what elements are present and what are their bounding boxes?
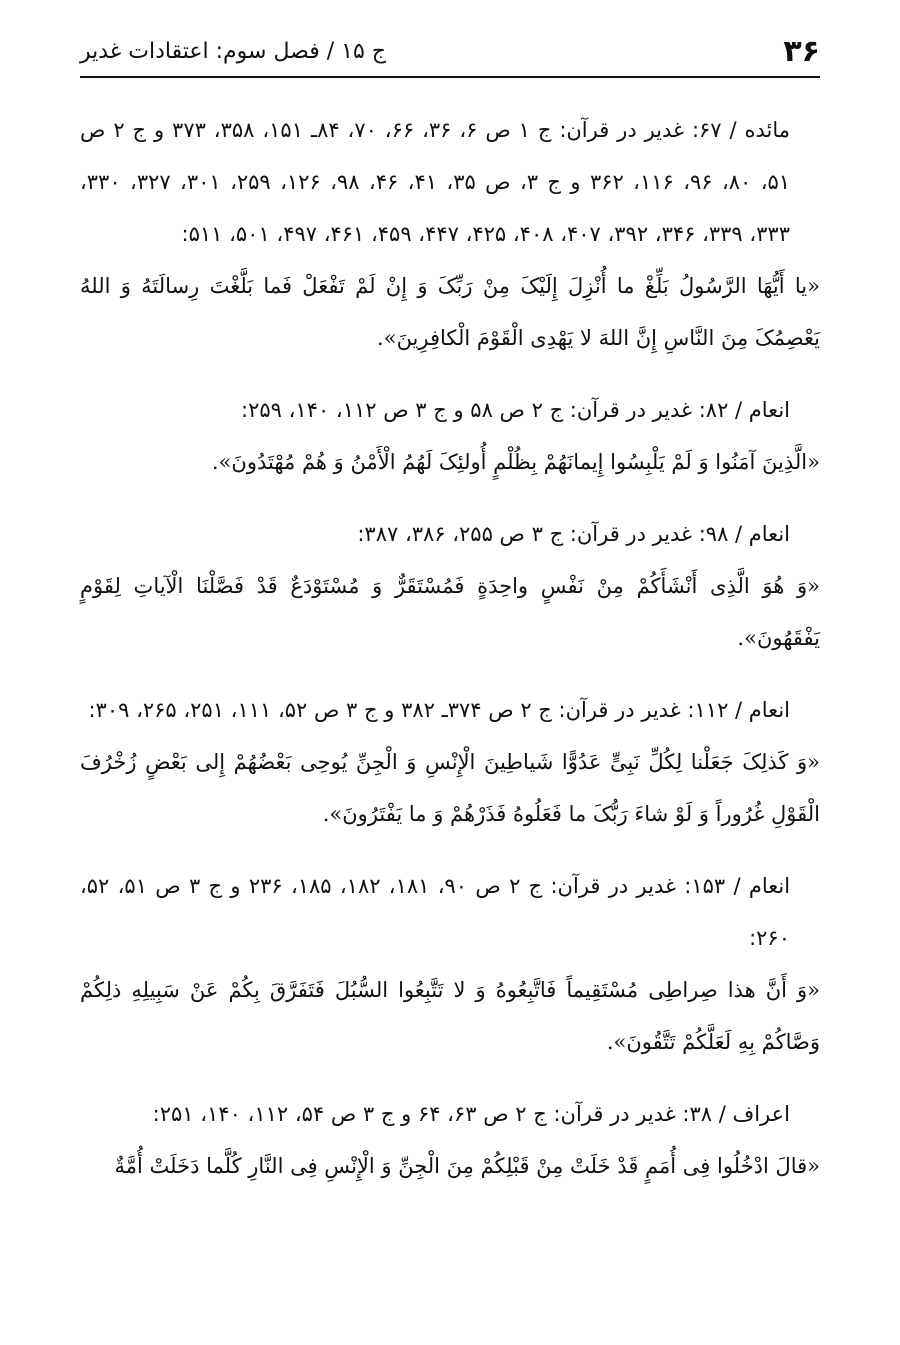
entry-verse: «وَ أَنَّ هذا صِراطِی مُسْتَقِیماً فَاتَّبِعُوهُ وَ لا تَتَّبِعُوا السُّبُلَ فَتَفَرَّقَ بِکُمْ عَنْ سَبِیلِهِ ذلِکُمْ وَصَّاکُمْ بِهِ لَعَلَّکُمْ تَتَّقُونَ».: [80, 978, 820, 1054]
entry-reference: انعام / ۸۲: غدیر در قرآن: ج ۲ ص ۵۸ و ج ۳ ص ۱۱۲، ۱۴۰، ۲۵۹:: [241, 398, 790, 422]
entry-aaraf-38: [80, 1088, 820, 1192]
page-body: [80, 104, 820, 1212]
entry-maedeh-67: [80, 104, 820, 364]
entry-verse: «الَّذِینَ آمَنُوا وَ لَمْ یَلْبِسُوا إِیمانَهُمْ بِظُلْمٍ أُولئِکَ لَهُمُ الْأَمْنُ وَ هُمْ مُهْتَدُونَ».: [211, 450, 820, 474]
entry-verse: «یا أَیُّهَا الرَّسُولُ بَلِّغْ ما أُنْزِلَ إِلَیْکَ مِنْ رَبِّکَ وَ إِنْ لَمْ تَفْعَلْ فَما بَلَّغْتَ رِسالَتَهُ وَ اللهُ یَعْصِمُکَ مِنَ النَّاسِ إِنَّ اللهَ لا یَهْدِی الْقَوْمَ الْکافِرِینَ».: [80, 274, 820, 350]
entry-verse: «وَ کَذلِکَ جَعَلْنا لِکُلِّ نَبِیٍّ عَدُوًّا شَیاطِینَ الْإِنْسِ وَ الْجِنِّ یُوحِی بَعْضُهُمْ إِلى بَعْضٍ زُخْرُفَ الْقَوْلِ غُرُوراً وَ لَوْ شاءَ رَبُّکَ ما فَعَلُوهُ فَذَرْهُمْ وَ ما یَفْتَرُونَ».: [80, 750, 820, 826]
entry-verse: «قالَ ادْخُلُوا فِی أُمَمٍ قَدْ خَلَتْ مِنْ قَبْلِکُمْ مِنَ الْجِنِّ وَ الْإِنْسِ فِی النَّارِ کُلَّما دَخَلَتْ أُمَّةٌ: [114, 1154, 820, 1178]
page-header: [80, 28, 820, 74]
header-divider: [80, 76, 820, 78]
running-head: ج ۱۵ / فصل سوم: اعتقادات غدیر: [80, 38, 386, 64]
entry-reference: مائده / ۶۷: غدیر در قرآن: ج ۱ ص ۶، ۳۶، ۶۶، ۷۰، ۸۴ـ ۱۵۱، ۳۵۸، ۳۷۳ و ج ۲ ص ۵۱، ۸۰، ۹۶، ۱۱۶، ۳۶۲ و ج ۳، ص ۳۵، ۴۱، ۴۶، ۹۸، ۱۲۶، ۲۵۹، ۳۰۱، ۳۲۷، ۳۳۰، ۳۳۳، ۳۳۹، ۳۴۶، ۳۹۲، ۴۰۷، ۴۰۸، ۴۲۵، ۴۴۷، ۴۵۹، ۴۶۱، ۴۹۷، ۵۰۱، ۵۱۱:: [80, 118, 791, 246]
entry-reference: انعام / ۱۵۳: غدیر در قرآن: ج ۲ ص ۹۰، ۱۸۱، ۱۸۲، ۱۸۵، ۲۳۶ و ج ۳ ص ۵۱، ۵۲، ۲۶۰:: [80, 874, 791, 950]
page-number: ۳۶: [783, 33, 820, 69]
entry-reference: اعراف / ۳۸: غدیر در قرآن: ج ۲ ص ۶۳، ۶۴ و ج ۳ ص ۵۴، ۱۱۲، ۱۴۰، ۲۵۱:: [152, 1102, 790, 1126]
entry-reference: انعام / ۱۱۲: غدیر در قرآن: ج ۲ ص ۳۷۴ـ ۳۸۲ و ج ۳ ص ۵۲، ۱۱۱، ۲۵۱، ۲۶۵، ۳۰۹:: [88, 698, 790, 722]
entry-anaam-153: [80, 860, 820, 1068]
entry-anaam-98: [80, 508, 820, 664]
entry-anaam-82: [80, 384, 820, 488]
entry-reference: انعام / ۹۸: غدیر در قرآن: ج ۳ ص ۲۵۵، ۳۸۶، ۳۸۷:: [357, 522, 790, 546]
entry-verse: «وَ هُوَ الَّذِی أَنْشَأَکُمْ مِنْ نَفْسٍ واحِدَةٍ فَمُسْتَقَرٌّ وَ مُسْتَوْدَعٌ قَدْ فَصَّلْنَا الْآیاتِ لِقَوْمٍ یَفْقَهُونَ».: [80, 574, 820, 650]
entry-anaam-112: [80, 684, 820, 840]
